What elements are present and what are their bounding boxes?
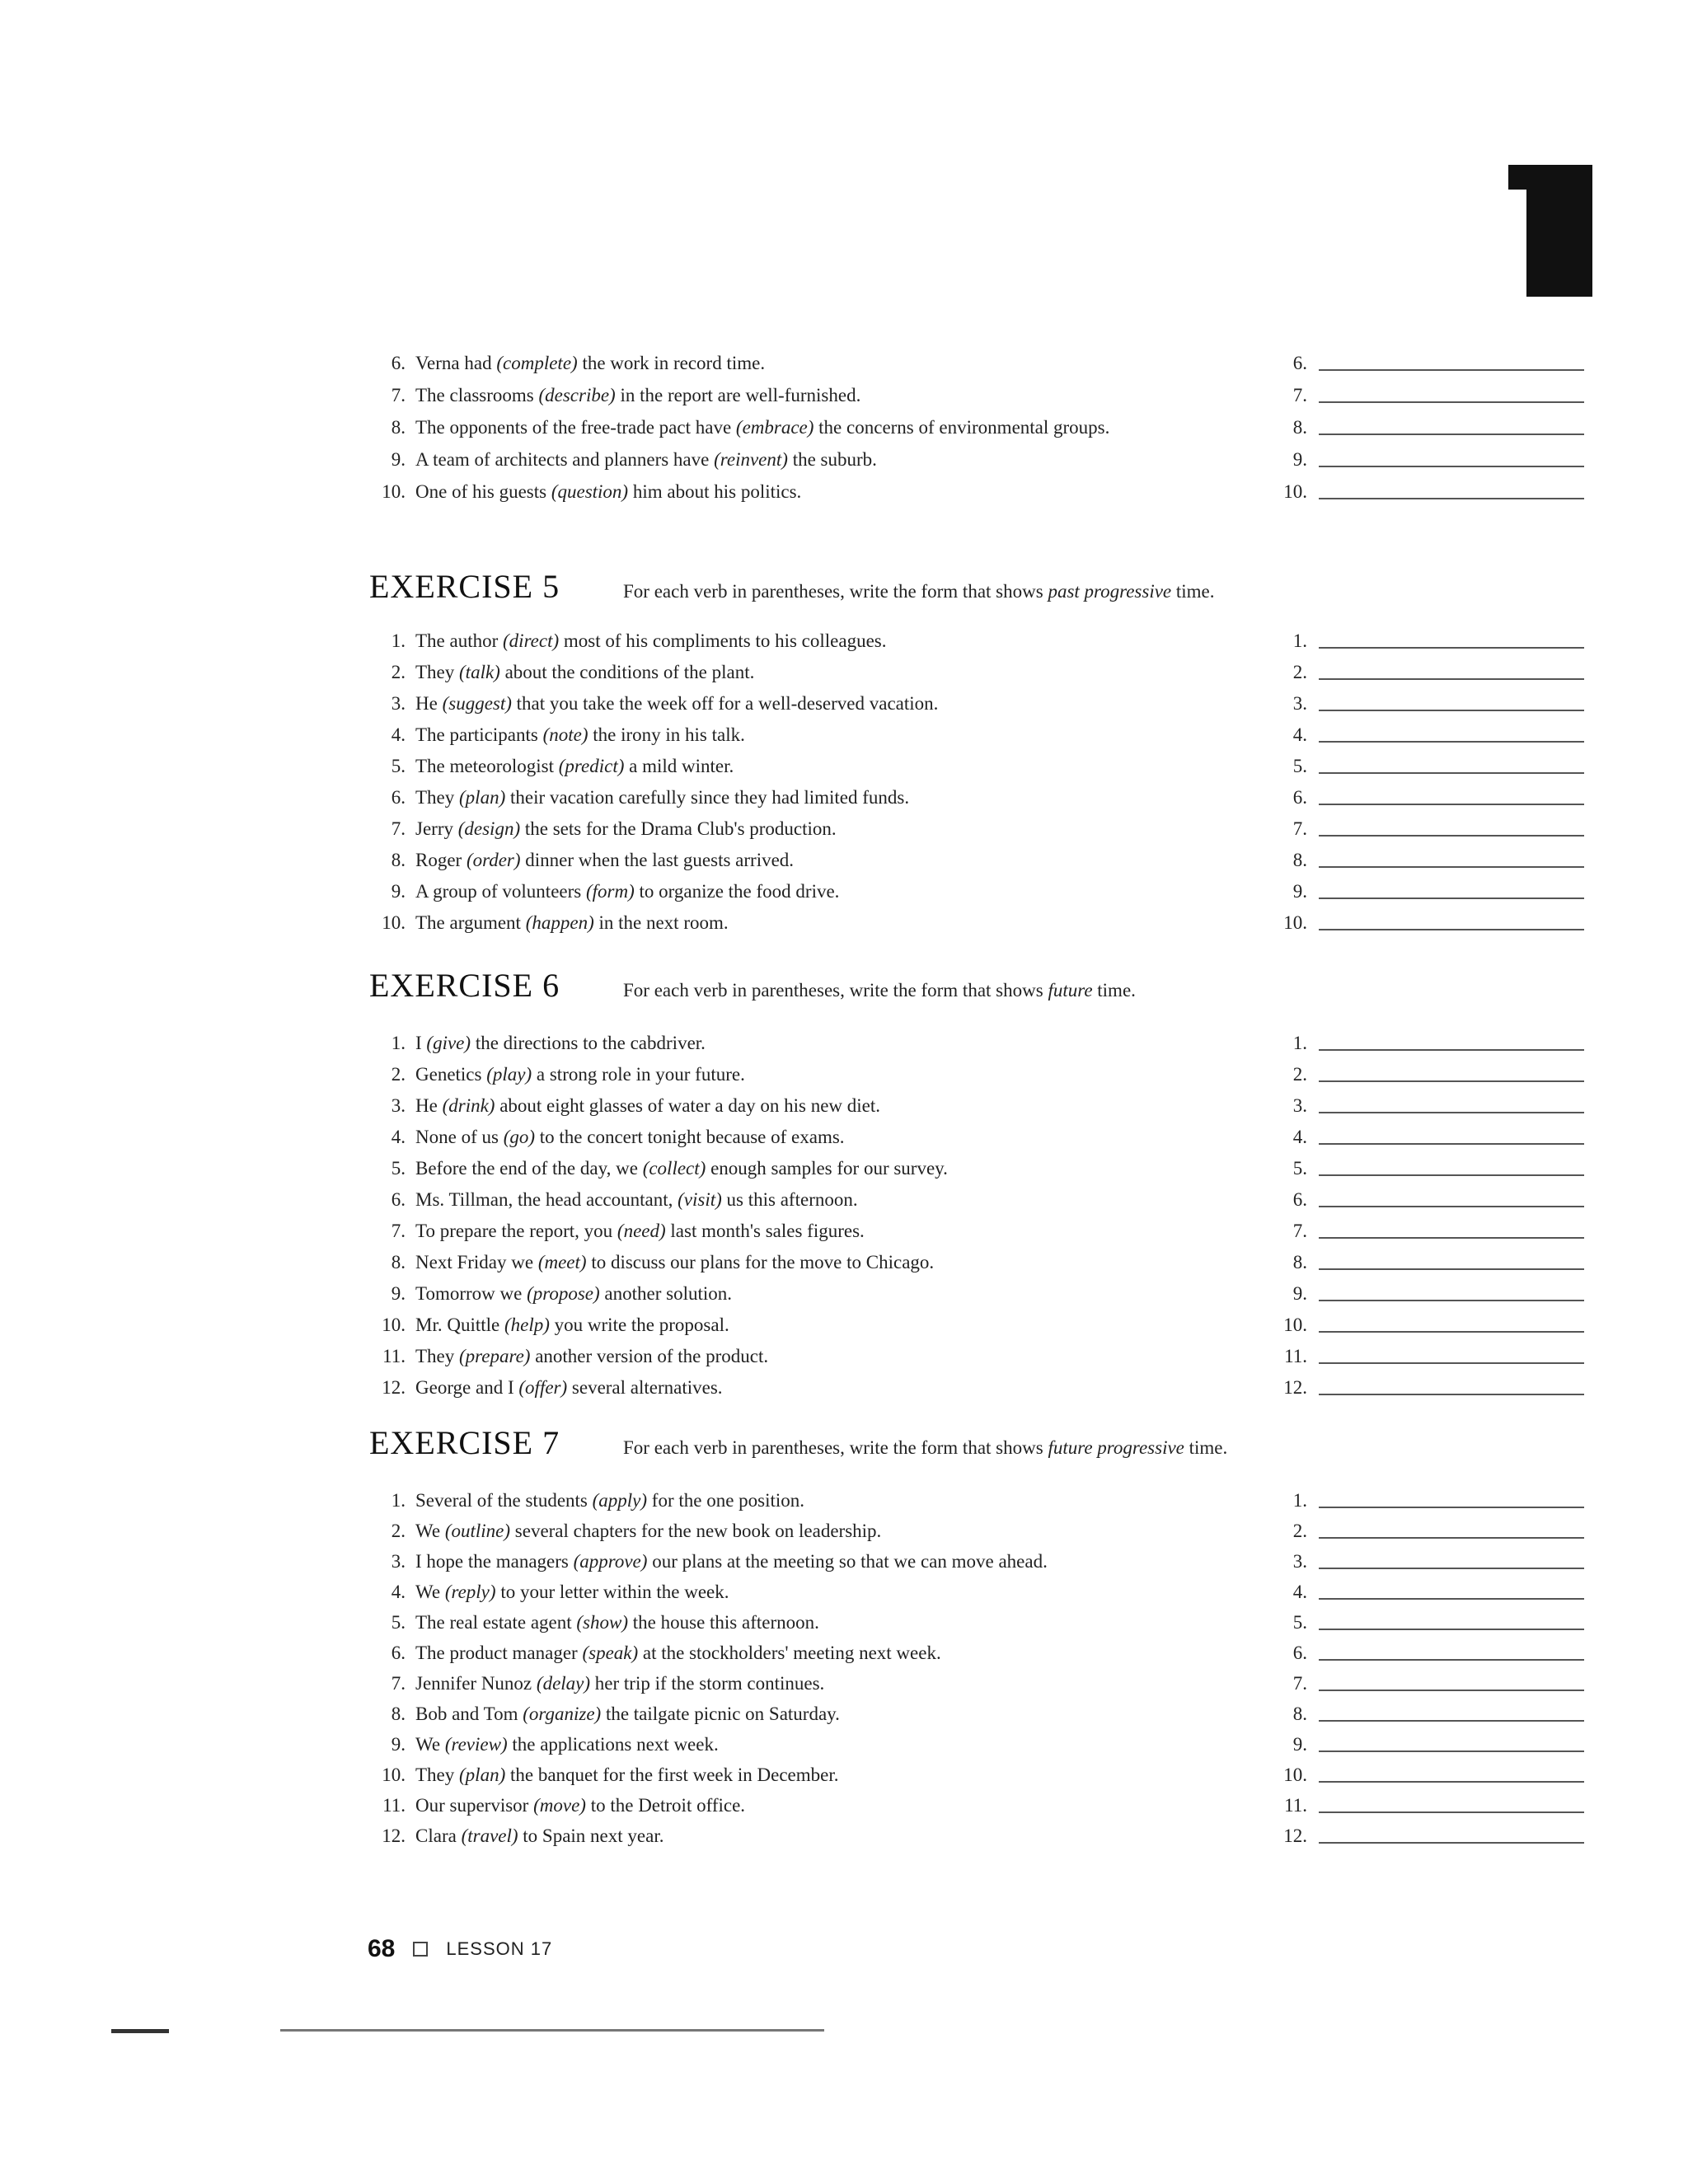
list-item <box>363 1158 1599 1179</box>
list-item <box>363 912 1599 934</box>
item-sentence: The author (direct) most of his compliments to his colleagues. <box>415 630 887 651</box>
item-sentence: Jennifer Nunoz (delay) her trip if the storm continues. <box>415 1673 825 1694</box>
item-sentence: To prepare the report, you (need) last month's sales figures. <box>415 1221 865 1241</box>
exercise-5-title: EXERCISE 5 <box>369 568 560 605</box>
answer-blank-line[interactable] <box>1319 1842 1584 1844</box>
verb-prompt: (direct) <box>503 630 560 651</box>
answer-blank-line[interactable] <box>1319 1268 1584 1270</box>
verb-prompt: (prepare) <box>459 1346 531 1366</box>
answer-blank-line[interactable] <box>1319 1206 1584 1207</box>
item-number: 4. <box>391 1127 406 1147</box>
item-number: 9. <box>391 1734 406 1755</box>
answer-blank-line[interactable] <box>1319 1112 1584 1113</box>
item-number: 7. <box>391 1221 406 1241</box>
answer-number: 2. <box>1292 1064 1307 1085</box>
answer-number: 5. <box>1292 1158 1307 1179</box>
answer-number: 5. <box>1292 756 1307 776</box>
item-number: 4. <box>391 724 406 745</box>
item-number: 8. <box>391 1252 406 1272</box>
answer-blank-line[interactable] <box>1319 498 1584 499</box>
answer-blank-line[interactable] <box>1319 1537 1584 1539</box>
verb-prompt: (describe) <box>538 385 616 405</box>
item-number: 5. <box>391 756 406 776</box>
answer-blank-line[interactable] <box>1319 804 1584 805</box>
answer-number: 10. <box>1283 912 1307 933</box>
verb-prompt: (outline) <box>444 1521 511 1541</box>
item-sentence: A team of architects and planners have (reinvent) the suburb. <box>415 449 877 470</box>
verb-prompt: (embrace) <box>735 417 814 438</box>
verb-prompt: (move) <box>533 1795 586 1816</box>
item-sentence: They (prepare) another version of the product. <box>415 1346 769 1366</box>
answer-number: 5. <box>1292 1612 1307 1633</box>
exercise-7-instructions: For each verb in parentheses, write the form that shows future progressive time. <box>623 1437 1228 1458</box>
list-item <box>363 850 1599 871</box>
answer-number: 6. <box>1292 353 1307 373</box>
item-sentence: The argument (happen) in the next room. <box>415 912 729 933</box>
answer-number: 7. <box>1292 1673 1307 1694</box>
answer-blank-line[interactable] <box>1319 929 1584 930</box>
item-number: 5. <box>391 1612 406 1633</box>
answer-blank-line[interactable] <box>1319 401 1584 403</box>
verb-prompt: (go) <box>503 1127 536 1147</box>
list-item <box>363 417 1599 438</box>
answer-number: 10. <box>1283 1315 1307 1335</box>
list-item <box>363 818 1599 840</box>
item-sentence: Ms. Tillman, the head accountant, (visit) us this afternoon. <box>415 1189 858 1210</box>
verb-prompt: (predict) <box>558 756 625 776</box>
answer-blank-line[interactable] <box>1319 1507 1584 1508</box>
answer-number: 12. <box>1283 1825 1307 1846</box>
scan-artifact-line <box>280 2029 824 2032</box>
item-sentence: Roger (order) dinner when the last guests arrived. <box>415 850 795 870</box>
answer-blank-line[interactable] <box>1319 1080 1584 1082</box>
answer-blank-line[interactable] <box>1319 369 1584 371</box>
item-number: 6. <box>391 353 406 373</box>
item-number: 1. <box>391 1033 406 1053</box>
answer-blank-line[interactable] <box>1319 835 1584 837</box>
list-item <box>363 1551 1599 1572</box>
answer-number: 8. <box>1292 850 1307 870</box>
item-number: 8. <box>391 850 406 870</box>
answer-number: 1. <box>1292 630 1307 651</box>
answer-number: 10. <box>1283 481 1307 502</box>
list-item <box>363 630 1599 652</box>
list-item <box>363 1221 1599 1242</box>
exercise-7-title: EXERCISE 7 <box>369 1424 560 1461</box>
verb-prompt: (travel) <box>461 1825 518 1846</box>
answer-blank-line[interactable] <box>1319 1143 1584 1145</box>
verb-prompt: (review) <box>444 1734 508 1755</box>
item-sentence: Several of the students (apply) for the one position. <box>415 1490 805 1511</box>
list-item <box>363 1033 1599 1054</box>
list-item <box>363 1189 1599 1211</box>
item-number: 3. <box>391 1551 406 1572</box>
list-item <box>363 1582 1599 1603</box>
verb-prompt: (give) <box>426 1033 471 1053</box>
list-item <box>363 1127 1599 1148</box>
exercise-5-heading <box>369 567 1215 606</box>
page-footer <box>368 1935 552 1963</box>
item-sentence: He (suggest) that you take the week off for a well-deserved vacation. <box>415 693 939 714</box>
answer-blank-line[interactable] <box>1319 1598 1584 1600</box>
list-item <box>363 1490 1599 1511</box>
item-number: 9. <box>391 881 406 902</box>
item-sentence: Clara (travel) to Spain next year. <box>415 1825 664 1846</box>
item-number: 6. <box>391 1189 406 1210</box>
answer-number: 7. <box>1292 818 1307 839</box>
answer-number: 3. <box>1292 693 1307 714</box>
verb-prompt: (meet) <box>537 1252 587 1272</box>
answer-blank-line[interactable] <box>1319 1690 1584 1691</box>
answer-number: 11. <box>1284 1795 1307 1816</box>
answer-number: 3. <box>1292 1551 1307 1572</box>
item-number: 3. <box>391 693 406 714</box>
item-sentence: They (plan) the banquet for the first week in December. <box>415 1765 839 1785</box>
verb-prompt: (form) <box>585 881 635 902</box>
list-item <box>363 1377 1599 1399</box>
list-item <box>363 1252 1599 1273</box>
item-number: 9. <box>391 1283 406 1304</box>
item-sentence: We (outline) several chapters for the new book on leadership. <box>415 1521 882 1541</box>
list-item <box>363 1283 1599 1305</box>
answer-blank-line[interactable] <box>1319 1659 1584 1661</box>
answer-number: 6. <box>1292 1643 1307 1663</box>
answer-blank-line[interactable] <box>1319 1568 1584 1569</box>
answer-blank-line[interactable] <box>1319 710 1584 711</box>
list-item <box>363 353 1599 374</box>
answer-number: 2. <box>1292 662 1307 682</box>
item-number: 6. <box>391 787 406 808</box>
page-number: 68 <box>368 1935 396 1962</box>
answer-blank-line[interactable] <box>1319 678 1584 680</box>
answer-number: 4. <box>1292 1582 1307 1602</box>
verb-prompt: (help) <box>504 1315 550 1335</box>
exercise-6-title: EXERCISE 6 <box>369 967 560 1004</box>
item-sentence: A group of volunteers (form) to organize the food drive. <box>415 881 840 902</box>
verb-prompt: (delay) <box>536 1673 591 1694</box>
box-icon <box>413 1942 428 1957</box>
verb-prompt: (order) <box>466 850 521 870</box>
item-sentence: Next Friday we (meet) to discuss our plans for the move to Chicago. <box>415 1252 935 1272</box>
verb-prompt: (note) <box>542 724 588 745</box>
list-item <box>363 756 1599 777</box>
list-item <box>363 1673 1599 1694</box>
item-sentence: Jerry (design) the sets for the Drama Club's production. <box>415 818 837 839</box>
answer-number: 10. <box>1283 1765 1307 1785</box>
verb-prompt: (offer) <box>518 1377 568 1398</box>
item-number: 8. <box>391 1704 406 1724</box>
exercise-4-continued-list <box>363 353 1599 513</box>
exercise-6-instructions: For each verb in parentheses, write the form that shows future time. <box>623 980 1136 1001</box>
item-number: 2. <box>391 1064 406 1085</box>
answer-blank-line[interactable] <box>1319 1174 1584 1176</box>
verb-prompt: (plan) <box>459 1765 506 1785</box>
answer-number: 6. <box>1292 787 1307 808</box>
answer-number: 8. <box>1292 417 1307 438</box>
item-sentence: They (plan) their vacation carefully since they had limited funds. <box>415 787 910 808</box>
verb-prompt: (suggest) <box>442 693 512 714</box>
list-item <box>363 1521 1599 1542</box>
verb-prompt: (show) <box>576 1612 629 1633</box>
item-sentence: The real estate agent (show) the house this afternoon. <box>415 1612 819 1633</box>
list-item <box>363 1643 1599 1664</box>
item-sentence: The meteorologist (predict) a mild winter. <box>415 756 734 776</box>
answer-number: 7. <box>1292 1221 1307 1241</box>
item-sentence: He (drink) about eight glasses of water a day on his new diet. <box>415 1095 880 1116</box>
verb-prompt: (question) <box>551 481 629 502</box>
verb-prompt: (complete) <box>496 353 578 373</box>
verb-prompt: (reply) <box>444 1582 496 1602</box>
answer-blank-line[interactable] <box>1319 1781 1584 1783</box>
item-sentence: The classrooms (describe) in the report are well-furnished. <box>415 385 861 405</box>
answer-number: 9. <box>1292 881 1307 902</box>
item-number: 8. <box>391 417 406 438</box>
answer-blank-line[interactable] <box>1319 772 1584 774</box>
item-sentence: The product manager (speak) at the stockholders' meeting next week. <box>415 1643 941 1663</box>
item-number: 1. <box>391 630 406 651</box>
verb-prompt: (collect) <box>642 1158 706 1179</box>
answer-blank-line[interactable] <box>1319 1300 1584 1301</box>
list-item <box>363 693 1599 715</box>
exercise-6-heading <box>369 966 1136 1005</box>
answer-blank-line[interactable] <box>1319 1331 1584 1333</box>
item-number: 5. <box>391 1158 406 1179</box>
item-number: 7. <box>391 1673 406 1694</box>
item-number: 1. <box>391 1490 406 1511</box>
item-number: 3. <box>391 1095 406 1116</box>
answer-number: 1. <box>1292 1490 1307 1511</box>
answer-blank-line[interactable] <box>1319 1362 1584 1364</box>
list-item <box>363 1734 1599 1755</box>
item-sentence: I hope the managers (approve) our plans at the meeting so that we can move ahead. <box>415 1551 1048 1572</box>
item-number: 11. <box>382 1346 406 1366</box>
answer-number: 1. <box>1292 1033 1307 1053</box>
item-sentence: One of his guests (question) him about his politics. <box>415 481 802 502</box>
verb-prompt: (plan) <box>459 787 506 808</box>
list-item <box>363 724 1599 746</box>
item-sentence: They (talk) about the conditions of the plant. <box>415 662 755 682</box>
list-item <box>363 1095 1599 1117</box>
answer-blank-line[interactable] <box>1319 647 1584 649</box>
scan-artifact-line <box>111 2029 169 2033</box>
item-sentence: The participants (note) the irony in his talk. <box>415 724 745 745</box>
item-sentence: Tomorrow we (propose) another solution. <box>415 1283 733 1304</box>
answer-number: 9. <box>1292 1734 1307 1755</box>
answer-blank-line[interactable] <box>1319 1811 1584 1813</box>
item-sentence: I (give) the directions to the cabdriver. <box>415 1033 706 1053</box>
exercise-7-heading <box>369 1423 1227 1462</box>
verb-prompt: (organize) <box>523 1704 602 1724</box>
item-sentence: None of us (go) to the concert tonight because of exams. <box>415 1127 845 1147</box>
item-number: 12. <box>382 1825 406 1846</box>
list-item <box>363 481 1599 503</box>
answer-blank-line[interactable] <box>1319 1750 1584 1752</box>
verb-prompt: (play) <box>486 1064 532 1085</box>
item-sentence: We (reply) to your letter within the week. <box>415 1582 729 1602</box>
answer-blank-line[interactable] <box>1319 1629 1584 1630</box>
item-sentence: Verna had (complete) the work in record time. <box>415 353 766 373</box>
answer-blank-line[interactable] <box>1319 741 1584 743</box>
answer-blank-line[interactable] <box>1319 866 1584 868</box>
item-number: 10. <box>382 1765 406 1785</box>
verb-prompt: (propose) <box>527 1283 600 1304</box>
list-item <box>363 662 1599 683</box>
item-number: 4. <box>391 1582 406 1602</box>
list-item <box>363 1825 1599 1847</box>
item-number: 6. <box>391 1643 406 1663</box>
item-number: 11. <box>382 1795 406 1816</box>
item-sentence: Mr. Quittle (help) you write the proposal. <box>415 1315 729 1335</box>
verb-prompt: (apply) <box>592 1490 648 1511</box>
lesson-label: LESSON 17 <box>446 1938 553 1959</box>
answer-number: 4. <box>1292 724 1307 745</box>
exercise-7-list <box>363 1490 1599 1856</box>
item-sentence: Genetics (play) a strong role in your future. <box>415 1064 745 1085</box>
answer-blank-line[interactable] <box>1319 1720 1584 1722</box>
answer-blank-line[interactable] <box>1319 1237 1584 1239</box>
list-item <box>363 1064 1599 1085</box>
item-sentence: George and I (offer) several alternatives. <box>415 1377 723 1398</box>
verb-prompt: (approve) <box>573 1551 648 1572</box>
item-number: 10. <box>382 1315 406 1335</box>
answer-number: 11. <box>1284 1346 1307 1366</box>
answer-number: 9. <box>1292 449 1307 470</box>
item-sentence: Our supervisor (move) to the Detroit office. <box>415 1795 746 1816</box>
list-item <box>363 449 1599 471</box>
thumb-tab-marker <box>1526 165 1592 297</box>
list-item <box>363 1346 1599 1367</box>
item-number: 10. <box>382 481 406 502</box>
answer-blank-line[interactable] <box>1319 466 1584 467</box>
item-number: 10. <box>382 912 406 933</box>
item-number: 2. <box>391 662 406 682</box>
verb-prompt: (need) <box>617 1221 666 1241</box>
list-item <box>363 881 1599 902</box>
answer-number: 4. <box>1292 1127 1307 1147</box>
item-sentence: The opponents of the free-trade pact have (embrace) the concerns of environmental groups. <box>415 417 1110 438</box>
item-number: 12. <box>382 1377 406 1398</box>
answer-number: 9. <box>1292 1283 1307 1304</box>
verb-prompt: (talk) <box>459 662 500 682</box>
verb-prompt: (design) <box>457 818 521 839</box>
answer-number: 8. <box>1292 1704 1307 1724</box>
verb-prompt: (speak) <box>582 1643 639 1663</box>
answer-number: 6. <box>1292 1189 1307 1210</box>
item-sentence: Before the end of the day, we (collect) enough samples for our survey. <box>415 1158 948 1179</box>
item-number: 9. <box>391 449 406 470</box>
exercise-5-list <box>363 630 1599 944</box>
item-number: 7. <box>391 818 406 839</box>
list-item <box>363 1765 1599 1786</box>
list-item <box>363 1315 1599 1336</box>
item-number: 2. <box>391 1521 406 1541</box>
answer-number: 8. <box>1292 1252 1307 1272</box>
answer-blank-line[interactable] <box>1319 898 1584 899</box>
item-sentence: Bob and Tom (organize) the tailgate picnic on Saturday. <box>415 1704 840 1724</box>
list-item <box>363 1612 1599 1633</box>
list-item <box>363 787 1599 808</box>
list-item <box>363 385 1599 406</box>
answer-blank-line[interactable] <box>1319 434 1584 435</box>
answer-blank-line[interactable] <box>1319 1394 1584 1395</box>
verb-prompt: (happen) <box>525 912 594 933</box>
answer-number: 7. <box>1292 385 1307 405</box>
exercise-5-instructions: For each verb in parentheses, write the form that shows past progressive time. <box>623 581 1215 602</box>
verb-prompt: (visit) <box>678 1189 722 1210</box>
list-item <box>363 1795 1599 1816</box>
verb-prompt: (drink) <box>442 1095 495 1116</box>
verb-prompt: (reinvent) <box>714 449 788 470</box>
answer-number: 12. <box>1283 1377 1307 1398</box>
exercise-6-list <box>363 1033 1599 1408</box>
answer-number: 3. <box>1292 1095 1307 1116</box>
item-number: 7. <box>391 385 406 405</box>
item-sentence: We (review) the applications next week. <box>415 1734 719 1755</box>
answer-number: 2. <box>1292 1521 1307 1541</box>
answer-blank-line[interactable] <box>1319 1049 1584 1051</box>
list-item <box>363 1704 1599 1725</box>
